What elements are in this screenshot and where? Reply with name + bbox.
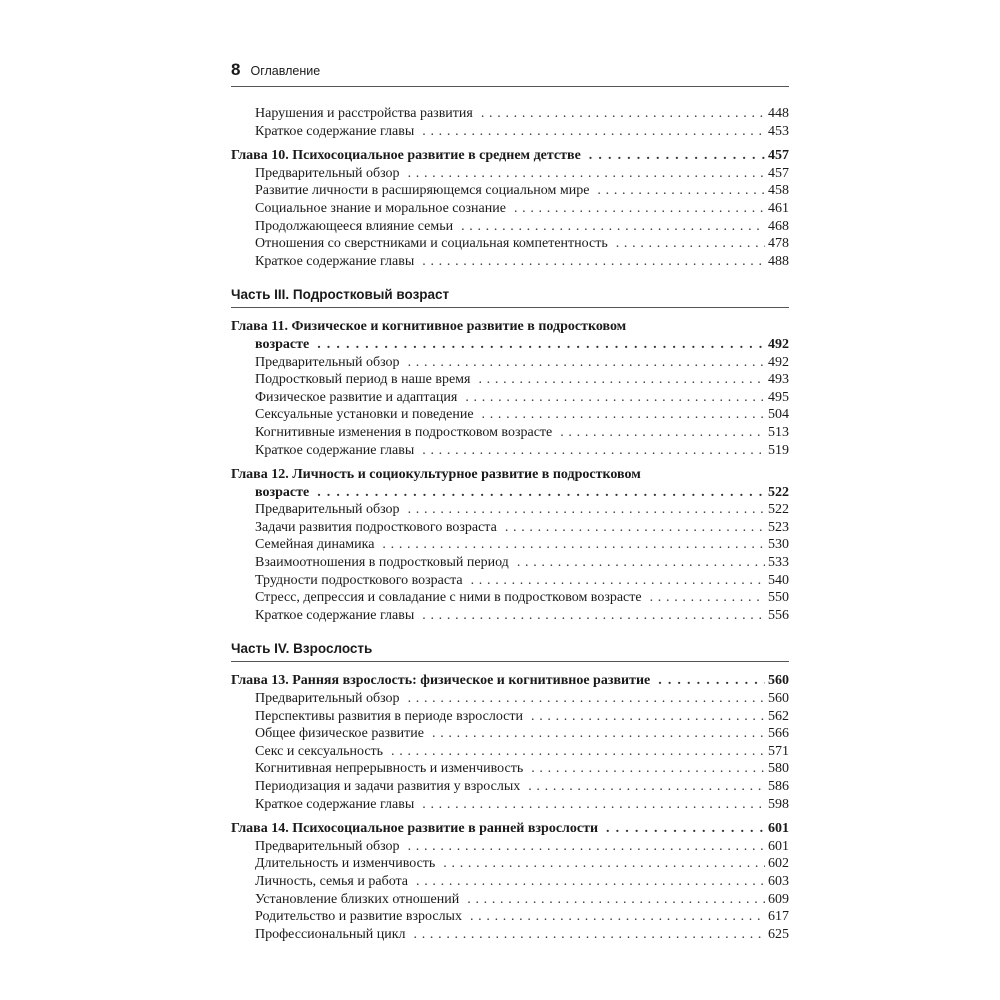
toc-entry-title: Установление близких отношений [255,891,460,907]
toc-chapter-10 [231,147,789,270]
toc-chapter-12 [231,466,789,624]
toc-entry-page: 580 [768,761,789,777]
toc-entry-page: 566 [768,726,789,742]
toc-entry-title: Когнитивные изменения в подростковом возрасте [255,424,553,440]
toc-entry-page: 448 [768,106,789,121]
dot-leader [560,424,765,442]
toc-entry [231,908,789,926]
toc-entry-title: Секс и сексуальность [255,743,384,759]
toc-entry-title: Общее физическое развитие [255,726,424,742]
toc-entry [231,123,789,141]
dot-leader [467,891,765,909]
toc-entry-title: Перспективы развития в периоде взрослости [255,708,523,724]
chapter-heading [231,484,789,502]
chapter-title: Глава 10. Психосоциальное развитие в среднем детстве [231,148,581,164]
toc-entry [231,253,789,271]
toc-entry-page: 562 [768,708,789,724]
dot-leader [317,336,765,354]
toc-chapter-11 [231,318,789,459]
toc-entry [231,708,789,726]
toc-entry-title: Родительство и развитие взрослых [255,909,462,925]
toc-entry-page: 488 [768,253,789,269]
running-header [231,60,789,87]
toc-entry-title: Подростковый период в наше время [255,372,471,388]
toc-entry [231,536,789,554]
toc-entry-title: Предварительный обзор [255,502,400,518]
toc-entry [231,572,789,590]
toc-entry-title: Трудности подросткового возраста [255,572,463,588]
dot-leader [408,690,765,708]
toc-entry-title: Личность, семья и работа [255,873,409,889]
toc-entry-page: 571 [768,743,789,759]
dot-leader [528,778,765,796]
dot-leader [465,389,765,407]
dot-leader [470,908,765,926]
toc-entry-title: Сексуальные установки и поведение [255,407,474,423]
toc-entry [231,838,789,856]
dot-leader [422,442,765,460]
dot-leader [432,725,765,743]
toc-entry-title: Семейная динамика [255,537,375,553]
toc-entry [231,554,789,572]
toc-entry-page: 602 [768,856,789,872]
toc-entry [231,501,789,519]
dot-leader [478,371,765,389]
dot-leader [658,672,765,690]
toc-entry [231,760,789,778]
dot-leader [597,182,765,200]
chapter-title-line2: возрасте [255,336,310,352]
chapter-title: Глава 14. Психосоциальное развитие в ранней взрослости [231,821,599,837]
dot-leader [514,200,765,218]
dot-leader [517,554,765,572]
toc-entry-title: Краткое содержание главы [255,442,415,458]
toc-entry-title: Краткое содержание главы [255,607,415,623]
part-heading: Часть IV. Взрослость [231,640,789,662]
toc-entry [231,519,789,537]
chapter-title-line1: Глава 11. Физическое и когнитивное развитие в подростковом [231,319,627,335]
toc-entry-page: 457 [768,165,789,181]
toc-entry-title: Физическое развитие и адаптация [255,389,458,405]
chapter-page: 560 [768,673,789,689]
toc-entry-page: 530 [768,537,789,553]
toc-entry-title: Взаимоотношения в подростковый период [255,555,509,571]
running-header-title: Оглавление [250,64,321,78]
chapter-title-line1: Глава 12. Личность и социокультурное развитие в подростковом [231,467,641,483]
dot-leader [416,873,765,891]
toc-entry [231,778,789,796]
toc-entry [231,235,789,253]
dot-leader [589,147,765,165]
toc-chapter-14 [231,820,789,943]
toc-entry-title: Социальное знание и моральное сознание [255,200,506,216]
toc-entry [231,442,789,460]
toc-entry-page: 556 [768,607,789,623]
toc-entry [231,354,789,372]
toc-entry-page: 586 [768,779,789,794]
dot-leader [461,218,765,236]
toc-entry-title: Предварительный обзор [255,838,400,854]
dot-leader [650,589,765,607]
toc-entry [231,690,789,708]
toc-entry-page: 523 [768,519,789,535]
toc-entry [231,105,789,123]
chapter-heading [231,672,789,690]
part-heading: Часть III. Подростковый возраст [231,286,789,308]
chapter-page: 492 [768,336,789,352]
toc-entry-page: 513 [768,424,789,440]
toc-entry-page: 609 [768,891,789,907]
toc-entry-title: Стресс, депрессия и совладание с ними в подростковом возрасте [255,590,642,606]
toc-entry [231,926,789,944]
dot-leader [505,519,765,537]
toc-entry-title: Краткое содержание главы [255,123,415,139]
dot-leader [471,572,765,590]
toc-entry-title: Профессиональный цикл [255,926,406,942]
dot-leader [391,743,765,761]
toc-entry-title: Когнитивная непрерывность и изменчивость [255,761,524,777]
chapter-title-line2: возрасте [255,484,310,500]
toc-entry-title: Длительность и изменчивость [255,856,436,872]
toc-entry-page: 493 [768,372,789,388]
dot-leader [616,235,765,253]
toc-entry [231,165,789,183]
toc-entry-page: 504 [768,407,789,423]
toc-entry-page: 461 [768,200,789,216]
dot-leader [481,105,765,123]
chapter-page: 601 [768,821,789,837]
toc-entry-title: Предварительный обзор [255,354,400,370]
toc-entry-title: Предварительный обзор [255,691,400,707]
chapter-page: 457 [768,148,789,164]
dot-leader [408,501,765,519]
dot-leader [408,165,765,183]
dot-leader [422,123,765,141]
toc-entry-page: 598 [768,796,789,812]
toc-entry [231,725,789,743]
toc-entry-page: 625 [768,926,789,942]
dot-leader [606,820,765,838]
toc-entry [231,607,789,625]
toc-entry [231,743,789,761]
toc-entry-title: Нарушения и расстройства развития [255,106,473,121]
dot-leader [422,607,765,625]
toc-entry-title: Предварительный обзор [255,165,400,181]
toc-entry [231,873,789,891]
toc-entry-title: Отношения со сверстниками и социальная компетентность [255,236,608,252]
dot-leader [531,708,765,726]
dot-leader [443,855,765,873]
toc-entry-page: 601 [768,838,789,854]
dot-leader [408,354,765,372]
chapter-heading [231,336,789,354]
toc-entry-page: 458 [768,183,789,199]
toc-chapter-13 [231,672,789,813]
toc-entry [231,371,789,389]
toc-entry-title: Краткое содержание главы [255,253,415,269]
toc-entry-page: 468 [768,218,789,234]
table-of-contents [231,105,789,943]
page-number: 8 [231,60,241,79]
toc-entry-page: 617 [768,909,789,925]
toc-entry-title: Задачи развития подросткового возраста [255,519,497,535]
dot-leader [422,796,765,814]
toc-entry [231,406,789,424]
dot-leader [414,926,765,944]
toc-entry [231,389,789,407]
toc-entry-page: 560 [768,691,789,707]
toc-entry-page: 522 [768,502,789,518]
dot-leader [382,536,765,554]
toc-entry-title: Развитие личности в расширяющемся социальном мире [255,183,590,199]
toc-entry [231,218,789,236]
dot-leader [317,484,765,502]
toc-entry-page: 495 [768,389,789,405]
toc-entry-page: 478 [768,236,789,252]
toc-entry [231,424,789,442]
dot-leader [482,406,765,424]
toc-entry-page: 492 [768,354,789,370]
toc-entry-page: 540 [768,572,789,588]
toc-entry-page: 550 [768,590,789,606]
toc-entry-page: 519 [768,442,789,458]
toc-entry [231,200,789,218]
dot-leader [531,760,765,778]
toc-entry-title: Краткое содержание главы [255,796,415,812]
book-page [231,60,789,943]
toc-entry [231,182,789,200]
chapter-title: Глава 13. Ранняя взрослость: физическое и когнитивное развитие [231,673,651,689]
chapter-heading [231,820,789,838]
toc-entry [231,796,789,814]
dot-leader [408,838,765,856]
toc-entry [231,589,789,607]
toc-entry-title: Продолжающееся влияние семьи [255,218,454,234]
toc-entry-page: 453 [768,123,789,139]
toc-entry [231,855,789,873]
dot-leader [422,253,765,271]
toc-entry-page: 533 [768,555,789,571]
chapter-heading [231,147,789,165]
toc-entry [231,891,789,909]
toc-entry-title: Периодизация и задачи развития у взрослых [255,779,521,794]
toc-entry-page: 603 [768,873,789,889]
chapter-page: 522 [768,484,789,500]
toc-section-continued [231,105,789,140]
